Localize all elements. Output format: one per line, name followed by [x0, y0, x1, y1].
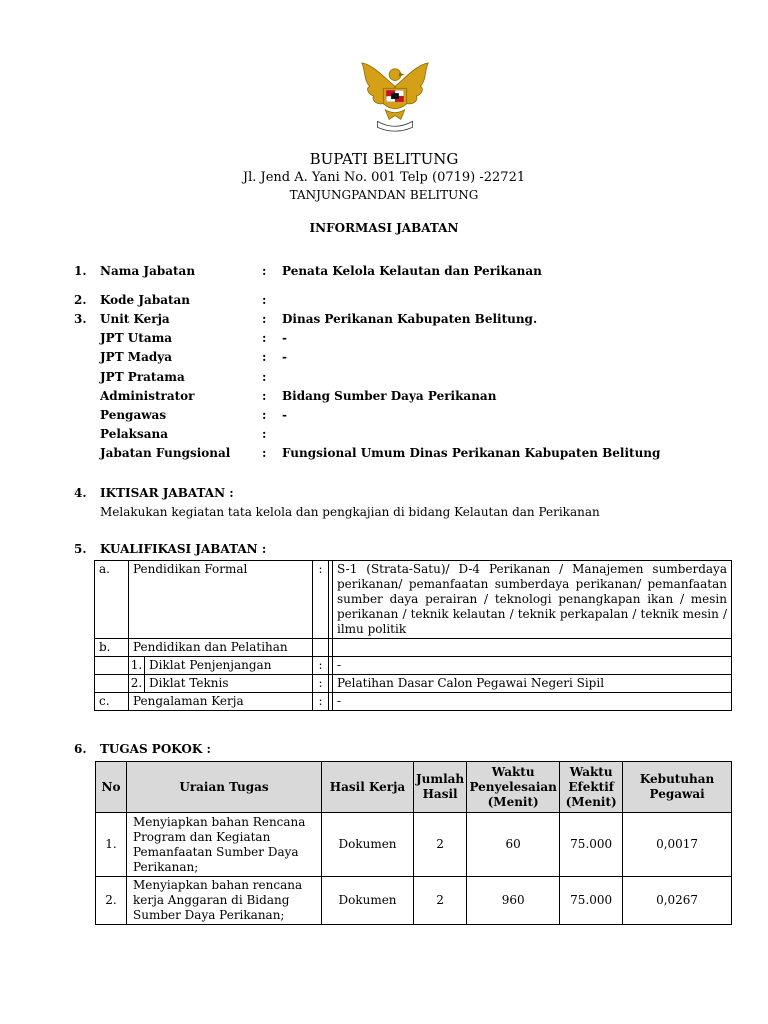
row-label: Pendidikan dan Pelatihan: [129, 639, 313, 657]
document-title: INFORMASI JABATAN: [309, 221, 459, 235]
row-colon: :: [313, 657, 329, 675]
table-cell: Menyiapkan bahan rencana kerja Anggaran di Bidang Sumber Daya Perikanan;: [127, 877, 322, 925]
field-label: JPT Madya: [100, 350, 173, 364]
field-colon: :: [262, 408, 267, 422]
field-colon: :: [262, 427, 267, 441]
row-number: 1.: [129, 657, 145, 675]
table-row: [95, 657, 732, 675]
field-colon: :: [262, 350, 267, 364]
field-number: 2.: [74, 293, 87, 307]
header-address: Jl. Jend A. Yani No. 001 Telp (0719) -22721: [242, 170, 526, 185]
table-header-row: [96, 762, 732, 813]
field-colon: :: [262, 446, 267, 460]
field-label: JPT Utama: [100, 331, 173, 345]
row-number: 2.: [129, 675, 145, 693]
column-header: Jumlah Hasil: [414, 762, 467, 813]
table-cell: 2: [414, 877, 467, 925]
kualifikasi-table: [94, 560, 732, 711]
column-header: Waktu Penyelesaian (Menit): [467, 762, 560, 813]
table-cell: Dokumen: [322, 813, 414, 877]
row-colon: :: [313, 693, 329, 711]
field-label: Unit Kerja: [100, 312, 170, 326]
section-number: 4.: [74, 486, 87, 500]
field-value: -: [282, 408, 287, 422]
row-letter: b.: [95, 639, 129, 657]
field-label: Jabatan Fungsional: [100, 446, 231, 460]
field-colon: :: [262, 264, 267, 278]
row-value: -: [333, 693, 732, 711]
row-label: Diklat Teknis: [145, 675, 313, 693]
table-row: [95, 639, 732, 657]
table-row: [96, 877, 732, 925]
field-label: Kode Jabatan: [100, 293, 191, 307]
field-value: -: [282, 350, 287, 364]
garuda-emblem-icon: [356, 58, 434, 138]
row-value: -: [333, 657, 732, 675]
row-colon: :: [313, 561, 329, 639]
field-number: 3.: [74, 312, 87, 326]
section-number: 6.: [74, 742, 87, 756]
column-header: Uraian Tugas: [127, 762, 322, 813]
row-letter: c.: [95, 693, 129, 711]
table-cell: 75.000: [560, 813, 623, 877]
table-cell: Menyiapkan bahan Rencana Program dan Kegiatan Pemanfaatan Sumber Daya Perikanan;: [127, 813, 322, 877]
field-number: 1.: [74, 264, 87, 278]
table-row: [95, 561, 732, 639]
field-label: Pelaksana: [100, 427, 169, 441]
field-label: Pengawas: [100, 408, 167, 422]
table-cell: 1.: [96, 813, 127, 877]
row-letter: a.: [95, 561, 129, 639]
table-cell: 2: [414, 813, 467, 877]
tugas-pokok-table: [95, 761, 732, 925]
table-row: [95, 693, 732, 711]
header-city: TANJUNGPANDAN BELITUNG: [289, 188, 479, 202]
table-cell: 0,0267: [623, 877, 732, 925]
row-label: Pengalaman Kerja: [129, 693, 313, 711]
row-value: Pelatihan Dasar Calon Pegawai Negeri Sipil: [333, 675, 732, 693]
header-title: BUPATI BELITUNG: [309, 150, 459, 168]
table-row: [95, 675, 732, 693]
ikhtisar-heading: IKTISAR JABATAN :: [100, 486, 234, 500]
field-label: JPT Pratama: [100, 370, 185, 384]
tugas-heading: TUGAS POKOK :: [100, 742, 211, 756]
pendidikan-formal-value: S-1 (Strata-Satu)/ D-4 Perikanan / Manajemen sumberdaya perikanan/ pemanfaatan sumberdaya perikanan/ pemanfaatan sumber daya perairan / teknologi penangkapan ikan / mesin perikanan / teknik kelautan / teknik perkapalan / teknik mesin / ilmu politik: [333, 561, 732, 639]
field-value: -: [282, 331, 287, 345]
column-header: Waktu Efektif (Menit): [560, 762, 623, 813]
column-header: No: [96, 762, 127, 813]
ikhtisar-text: Melakukan kegiatan tata kelola dan pengkajian di bidang Kelautan dan Perikanan: [100, 505, 600, 519]
field-value: Bidang Sumber Daya Perikanan: [282, 389, 497, 403]
kualifikasi-heading: KUALIFIKASI JABATAN :: [100, 542, 267, 556]
table-cell: Dokumen: [322, 877, 414, 925]
row-label: Pendidikan Formal: [129, 561, 313, 639]
field-label: Nama Jabatan: [100, 264, 196, 278]
table-row: [96, 813, 732, 877]
field-colon: :: [262, 331, 267, 345]
field-colon: :: [262, 293, 267, 307]
field-colon: :: [262, 312, 267, 326]
table-cell: 60: [467, 813, 560, 877]
row-colon: :: [313, 675, 329, 693]
field-value: Fungsional Umum Dinas Perikanan Kabupaten Belitung: [282, 446, 661, 460]
field-colon: :: [262, 389, 267, 403]
field-value: Dinas Perikanan Kabupaten Belitung.: [282, 312, 538, 326]
field-colon: :: [262, 370, 267, 384]
row-label: Diklat Penjenjangan: [145, 657, 313, 675]
table-cell: 2.: [96, 877, 127, 925]
table-cell: 0,0017: [623, 813, 732, 877]
table-cell: 960: [467, 877, 560, 925]
field-value: Penata Kelola Kelautan dan Perikanan: [282, 264, 542, 278]
section-number: 5.: [74, 542, 87, 556]
column-header: Hasil Kerja: [322, 762, 414, 813]
table-cell: 75.000: [560, 877, 623, 925]
column-header: Kebutuhan Pegawai: [623, 762, 732, 813]
field-label: Administrator: [100, 389, 195, 403]
